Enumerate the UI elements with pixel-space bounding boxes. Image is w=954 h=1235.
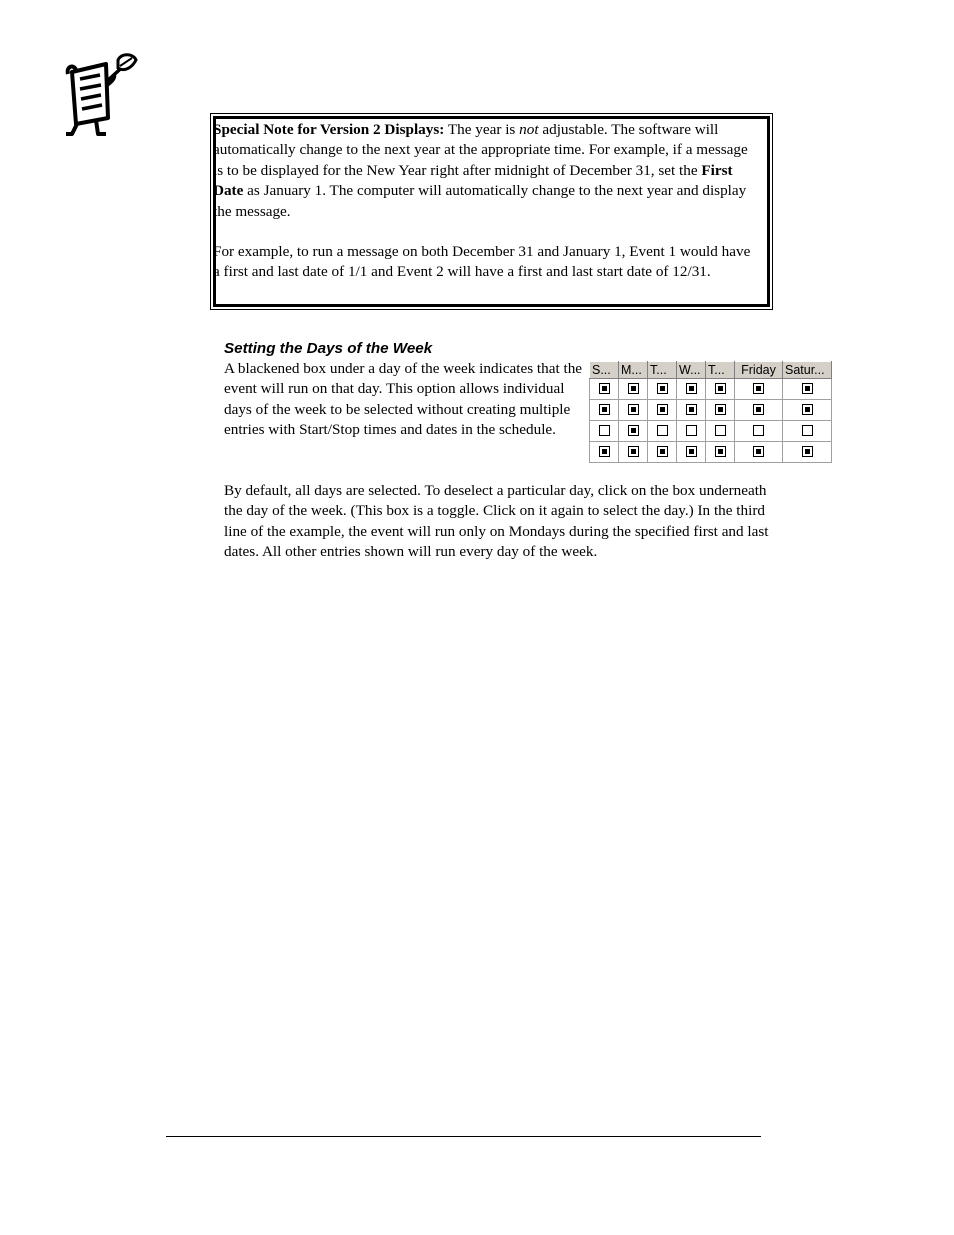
grid-header-day: M... bbox=[619, 362, 648, 379]
day-checkbox-checked[interactable] bbox=[753, 404, 764, 415]
grid-cell bbox=[677, 442, 706, 463]
day-checkbox-checked[interactable] bbox=[753, 383, 764, 394]
grid-cell bbox=[648, 400, 677, 421]
grid-header-row bbox=[590, 362, 832, 379]
grid-row bbox=[590, 379, 832, 400]
grid-cell bbox=[619, 421, 648, 442]
grid-cell bbox=[783, 379, 832, 400]
note-text-3: as January 1. The computer will automatically change to the next year and display the message. bbox=[213, 182, 747, 220]
special-note-content bbox=[213, 120, 753, 283]
note-text-1: The year is bbox=[444, 121, 520, 138]
note-bold-term: First Date bbox=[213, 161, 733, 200]
day-checkbox-checked[interactable] bbox=[657, 383, 668, 394]
grid-cell bbox=[648, 442, 677, 463]
grid-cell bbox=[619, 379, 648, 400]
grid-row bbox=[590, 421, 832, 442]
grid-header-day: Friday bbox=[735, 362, 783, 379]
day-checkbox-checked[interactable] bbox=[599, 404, 610, 415]
grid-cell bbox=[706, 379, 735, 400]
day-checkbox-checked[interactable] bbox=[628, 404, 639, 415]
grid-cell bbox=[590, 379, 619, 400]
grid-cell bbox=[735, 400, 783, 421]
special-note-paragraph-2: For example, to run a message on both December 31 and January 1, Event 1 would have a first and last date of 1/1 and Event 2 will have a first and last start date of 12/31. bbox=[213, 243, 751, 281]
day-checkbox-checked[interactable] bbox=[802, 383, 813, 394]
grid-body bbox=[590, 379, 832, 463]
day-checkbox-checked[interactable] bbox=[686, 404, 697, 415]
day-checkbox-unchecked[interactable] bbox=[686, 425, 697, 436]
day-checkbox-checked[interactable] bbox=[657, 404, 668, 415]
day-checkbox-unchecked[interactable] bbox=[802, 425, 813, 436]
grid-cell bbox=[619, 442, 648, 463]
grid-row bbox=[590, 400, 832, 421]
grid-cell bbox=[677, 379, 706, 400]
grid-cell bbox=[706, 400, 735, 421]
section-heading: Setting the Days of the Week bbox=[224, 340, 433, 357]
day-checkbox-checked[interactable] bbox=[753, 446, 764, 457]
day-checkbox-checked[interactable] bbox=[686, 383, 697, 394]
day-checkbox-checked[interactable] bbox=[715, 446, 726, 457]
day-checkbox-checked[interactable] bbox=[599, 446, 610, 457]
grid-cell bbox=[735, 442, 783, 463]
grid-header-day: W... bbox=[677, 362, 706, 379]
grid-cell bbox=[735, 421, 783, 442]
grid-cell bbox=[706, 421, 735, 442]
grid-cell bbox=[590, 442, 619, 463]
grid-cell bbox=[735, 379, 783, 400]
special-note-paragraph-1 bbox=[213, 120, 753, 222]
day-checkbox-checked[interactable] bbox=[686, 446, 697, 457]
day-checkbox-checked[interactable] bbox=[802, 404, 813, 415]
day-checkbox-checked[interactable] bbox=[802, 446, 813, 457]
day-checkbox-checked[interactable] bbox=[628, 425, 639, 436]
grid-cell bbox=[648, 379, 677, 400]
grid-cell bbox=[619, 400, 648, 421]
day-checkbox-unchecked[interactable] bbox=[657, 425, 668, 436]
section-paragraph-2: By default, all days are selected. To deselect a particular day, click on the box underneath the day of the week. (This box is a toggle. Click on it again to select the day.) In the third line of the example, the event will run only on Mondays during the specified first and last dates. All other entries shown will run every day of the week. bbox=[224, 482, 769, 560]
grid-cell bbox=[590, 400, 619, 421]
day-checkbox-checked[interactable] bbox=[599, 383, 610, 394]
scroll-quill-icon bbox=[62, 52, 138, 138]
grid-cell bbox=[677, 421, 706, 442]
day-checkbox-checked[interactable] bbox=[628, 383, 639, 394]
day-checkbox-checked[interactable] bbox=[715, 404, 726, 415]
day-checkbox-unchecked[interactable] bbox=[599, 425, 610, 436]
day-checkbox-checked[interactable] bbox=[715, 383, 726, 394]
grid-cell bbox=[677, 400, 706, 421]
special-note-label: Special Note for Version 2 Displays: bbox=[213, 121, 445, 138]
grid-cell bbox=[648, 421, 677, 442]
grid-header-day: T... bbox=[706, 362, 735, 379]
section-paragraph-1: A blackened box under a day of the week indicates that the event will run on that day. This option allows individual days of the week to be selected without creating multiple entries with Start/Stop times and dates in the schedule. bbox=[224, 360, 583, 438]
grid-header-day: T... bbox=[648, 362, 677, 379]
grid-header-day: Satur... bbox=[783, 362, 832, 379]
grid-cell bbox=[706, 442, 735, 463]
grid-cell bbox=[590, 421, 619, 442]
grid-cell bbox=[783, 400, 832, 421]
grid-cell bbox=[783, 421, 832, 442]
footer-rule bbox=[166, 1136, 761, 1137]
note-emphasis: not bbox=[519, 121, 539, 138]
day-checkbox-unchecked[interactable] bbox=[753, 425, 764, 436]
day-checkbox-unchecked[interactable] bbox=[715, 425, 726, 436]
days-of-week-grid bbox=[589, 361, 832, 463]
note-text-2: adjustable. The software will automatically change to the next year at the appropriate time. For example, if a message is to be displayed for the New Year right after midnight of December 31, set the bbox=[213, 121, 748, 179]
grid-row bbox=[590, 442, 832, 463]
grid-header-day: S... bbox=[590, 362, 619, 379]
grid-cell bbox=[783, 442, 832, 463]
day-checkbox-checked[interactable] bbox=[628, 446, 639, 457]
day-checkbox-checked[interactable] bbox=[657, 446, 668, 457]
